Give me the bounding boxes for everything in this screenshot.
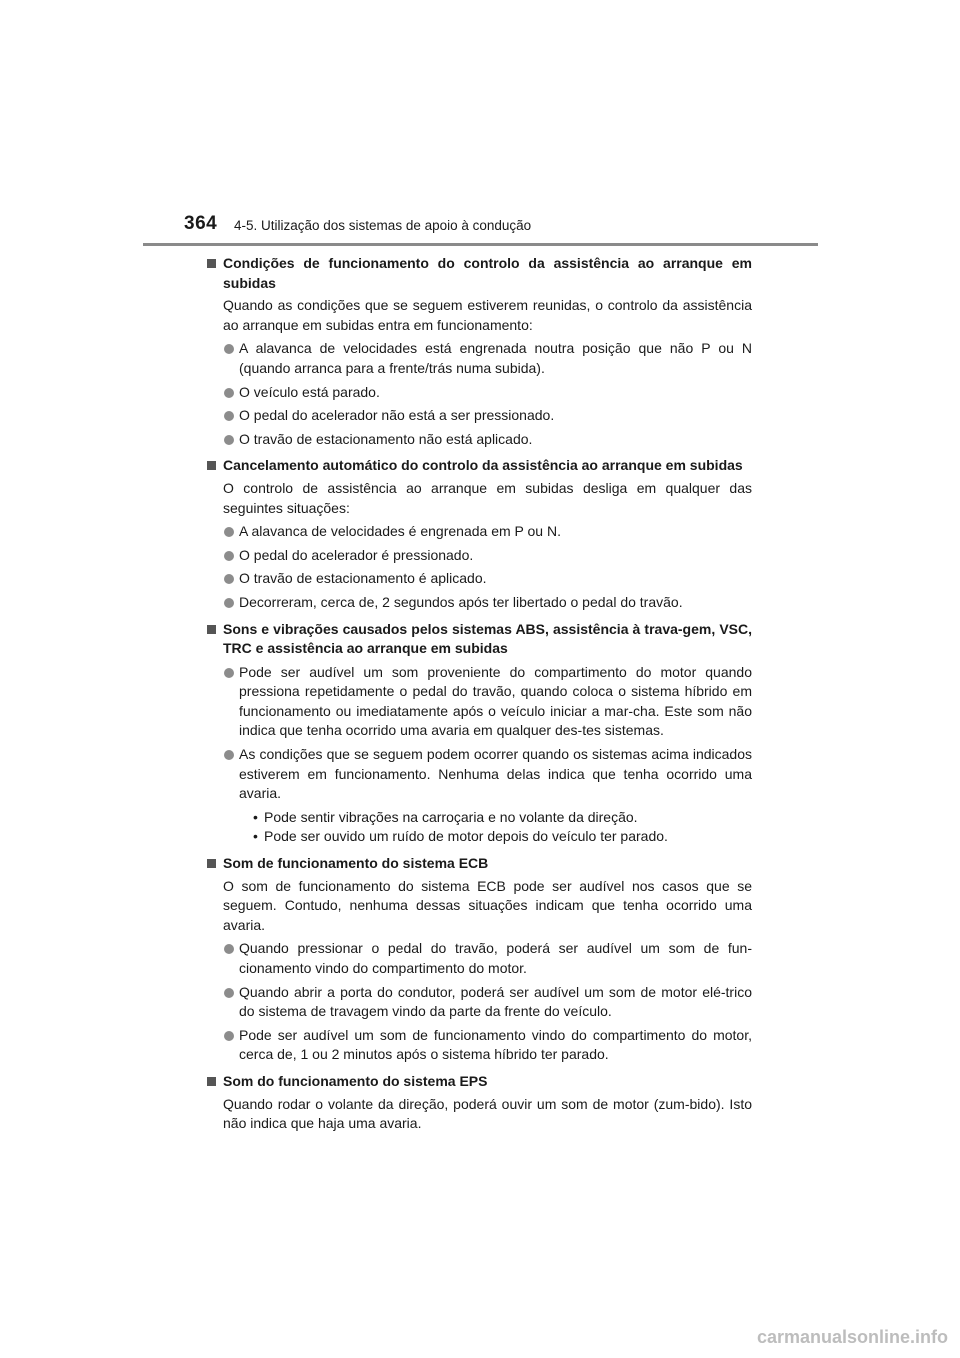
small-bullet-icon: • (253, 808, 258, 825)
section-ecb-sound (207, 854, 752, 1065)
section-square-icon (207, 461, 216, 470)
list-item (223, 430, 752, 450)
list-item (223, 339, 752, 378)
section-paragraph: Quando as condições que se seguem estiverem reunidas, o controlo da assistência ao arranque em subidas entra em funcionamento: (223, 297, 752, 333)
bullet-dot-icon (224, 598, 234, 608)
section-square-icon (207, 859, 216, 868)
bullet-dot-icon (224, 574, 234, 584)
list-item-text: O veículo está parado. (239, 383, 380, 400)
list-item-text: O pedal do acelerador é pressionado. (239, 546, 474, 563)
section-title: Condições de funcionamento do controlo da assistência ao arranque em subidas (223, 255, 752, 291)
bullet-dot-icon (224, 388, 234, 398)
list-item-text: Decorreram, cerca de, 2 segundos após ter libertado o pedal do travão. (239, 593, 683, 610)
list-item-text: As condições que se seguem podem ocorrer quando os sistemas acima indicados estiverem em funcionamento. Nenhuma delas indica que tenha ocorrido uma avaria. (239, 746, 752, 802)
section-paragraph: O som de funcionamento do sistema ECB pode ser audível nos casos que se seguem. Contudo, nenhuma dessas situações indicam que tenha ocorrido uma avaria. (223, 877, 752, 933)
sub-list-item (239, 808, 752, 828)
list-item-text: Pode ser audível um som de funcionamento vindo do compartimento do motor, cerca de, 1 ou 2 minutos após o sistema híbrido ter parado. (239, 1026, 752, 1063)
list-item-text: O pedal do acelerador não está a ser pressionado. (239, 407, 555, 424)
list-item (223, 593, 752, 613)
list-item (223, 522, 752, 542)
section-hill-start-conditions (207, 254, 752, 449)
list-item (223, 546, 752, 566)
page-number: 364 (184, 213, 218, 234)
list-item (223, 939, 752, 978)
list-item-text: O travão de estacionamento não está aplicado. (239, 430, 533, 447)
small-bullet-icon: • (253, 828, 258, 845)
sub-list-item (239, 827, 752, 847)
bullet-dot-icon (224, 750, 234, 760)
list-item-text: A alavanca de velocidades está engrenada noutra posição que não P ou N (quando arranca para a frente/trás numa subida). (239, 340, 752, 376)
bullet-dot-icon (224, 344, 234, 354)
bullet-dot-icon (224, 668, 234, 678)
sub-list-item-text: Pode ser ouvido um ruído de motor depois do veículo ter parado. (264, 828, 668, 845)
list-item (223, 406, 752, 426)
section-square-icon (207, 259, 216, 268)
section-paragraph: Quando rodar o volante da direção, poderá ouvir um som de motor (zum-bido). Isto não indica que haja uma avaria. (223, 1095, 752, 1132)
section-square-icon (207, 625, 216, 634)
header-rule (143, 243, 818, 246)
list-item-text: A alavanca de velocidades é engrenada em P ou N. (239, 523, 561, 540)
list-item (223, 983, 752, 1022)
watermark: carmanualsonline.info (756, 1327, 948, 1347)
chapter-title: 4-5. Utilização dos sistemas de apoio à condução (234, 218, 532, 233)
list-item-text: O travão de estacionamento é aplicado. (239, 570, 487, 587)
page-content (207, 254, 752, 1138)
list-item-text: Quando abrir a porta do condutor, poderá ser audível um som de motor elé-trico do sistema de travagem vindo da parte da frente do veículo. (239, 983, 752, 1020)
bullet-dot-icon (224, 988, 234, 998)
list-item-text: Pode ser audível um som proveniente do compartimento do motor quando pressiona repetidamente o pedal do travão, quando coloca o sistema híbrido em funcionamento ou imediatamente após o veículo iniciar a mar-cha. Este som não indica que tenha ocorrido uma avaria em qualquer des-tes sistemas. (239, 663, 752, 739)
page-header (184, 213, 824, 243)
list-item (223, 745, 752, 847)
section-hill-start-cancel (207, 456, 752, 612)
bullet-dot-icon (224, 411, 234, 421)
bullet-dot-icon (224, 1031, 234, 1041)
section-eps-sound (207, 1072, 752, 1134)
list-item (223, 663, 752, 741)
bullet-dot-icon (224, 527, 234, 537)
section-square-icon (207, 1077, 216, 1086)
section-title: Sons e vibrações causados pelos sistemas ABS, assistência à trava-gem, VSC, TRC e assistência ao arranque em subidas (223, 620, 752, 657)
section-title: Cancelamento automático do controlo da assistência ao arranque em subidas (223, 457, 743, 474)
section-sounds-vibrations (207, 620, 752, 848)
section-title: Som de funcionamento do sistema ECB (223, 855, 489, 872)
bullet-dot-icon (224, 435, 234, 445)
section-paragraph: O controlo de assistência ao arranque em subidas desliga em qualquer das seguintes situações: (223, 479, 752, 516)
bullet-dot-icon (224, 551, 234, 561)
list-item-text: Quando pressionar o pedal do travão, poderá ser audível um som de fun-cionamento vindo do compartimento do motor. (239, 940, 752, 976)
section-title: Som do funcionamento do sistema EPS (223, 1072, 488, 1089)
list-item (223, 1026, 752, 1065)
sub-list-item-text: Pode sentir vibrações na carroçaria e no volante da direção. (264, 808, 638, 825)
list-item (223, 569, 752, 589)
list-item (223, 383, 752, 403)
bullet-dot-icon (224, 944, 234, 954)
